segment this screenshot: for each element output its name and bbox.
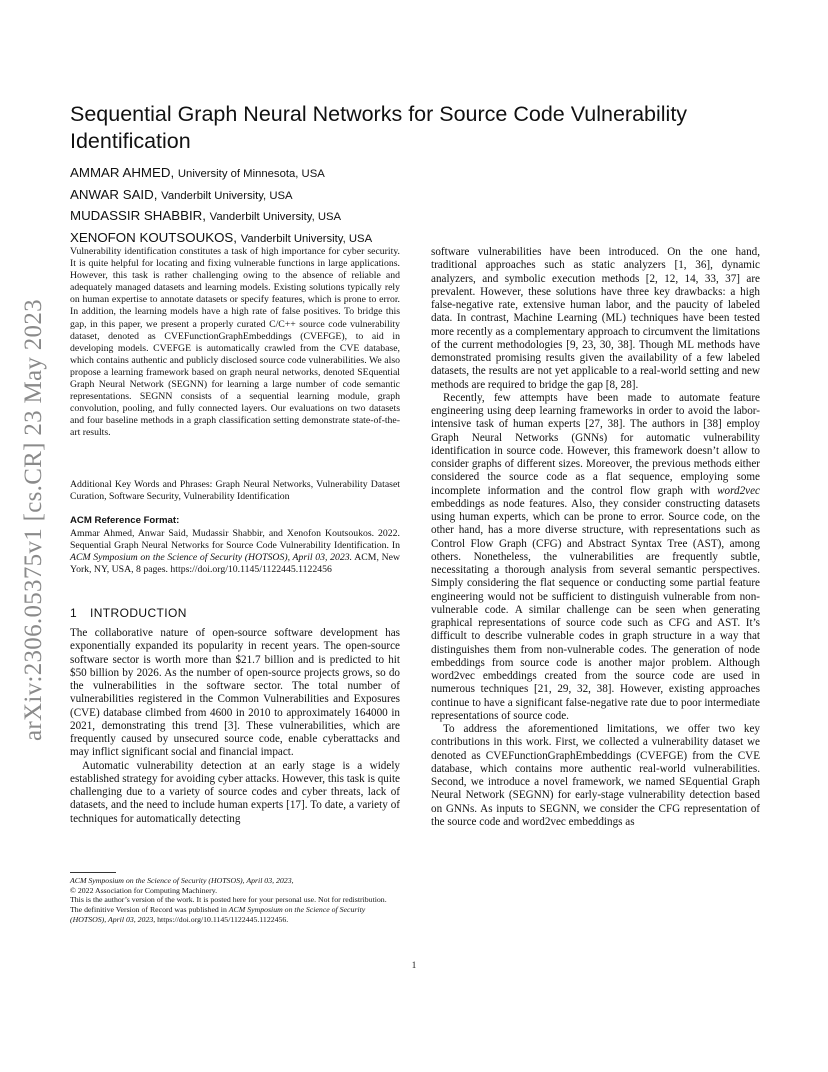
notice-text-end: , https://doi.org/10.1145/1122445.1122456.: [153, 914, 289, 924]
keywords: Additional Key Words and Phrases: Graph Neural Networks, Vulnerability Dataset Curation, Software Security, Vulnerability Identification: [70, 479, 400, 503]
author-1: [70, 163, 570, 185]
emphasis: word2vec: [717, 484, 760, 497]
intro-paragraph: The collaborative nature of open-source software development has exponentially expanded its popularity in recent years. The open-source software sector is worth more than $21.7 billion and is predicted to hit $50 billion by 2026. As the number of open-source projects grows, so do the vulnerabilities in the software sector. The total number of vulnerabilities registered in the Common Vulnerabilities and Exposures (CVE) database climbed from 4600 in 2010 to approximately 164000 in 2021, demonstrating this trend [3]. These vulnerabilities, which are frequently caused by unsecured source code, enable cyberattacks and may inflict significant social and financial impact.: [70, 627, 400, 759]
notice-text: This is the author’s version of the work. It is posted here for your personal use. Not for redistribution. The definitive Version of Record was published in: [70, 895, 387, 915]
author-list: [70, 163, 570, 249]
paper-title: Sequential Graph Neural Networks for Source Code Vulnerability Identification: [70, 102, 688, 153]
reference-text-after: ACM, New York, NY, USA, 8 pages. https://doi.org/10.1145/1122445.1122456: [70, 552, 400, 576]
body-paragraph: To address the aforementioned limitations, we offer two key contributions in this work. First, we collected a vulnerability dataset we denoted as CVEFunctionGraphEmbeddings (CVEFGE) from the CVE database, which contains more authentic real-world vulnerabilities. Second, we introduce a novel framework, we named SEquential Graph Neural Network (SEGNN) for early-stage vulnerability detection based on GNNs. As inputs to SEGNN, we consider the CFG representation of the source code and word2vec embeddings as: [431, 723, 760, 828]
footnote-notice: [70, 895, 400, 924]
reference-format-heading: ACM Reference Format:: [70, 515, 180, 526]
author-2: [70, 185, 570, 207]
abstract-text: Vulnerability identification constitutes a task of high importance for cyber security. It is quite helpful for locating and fixing vulnerable functions in large applications. However, this task is rather challenging owing to the absence of reliable and adequately managed datasets and learning models. Existing solutions typically rely on human expertise to annotate datasets or specify features, which is prone to error. In addition, the learning models have a high rate of false positives. To bridge this gap, in this paper, we present a properly curated C/C++ source code vulnerability dataset, denoted as CVEFunctionGraphEmbeddings (CVEFGE), to aid in developing models. CVEFGE is automatically crawled from the CVE database, which contains authentic and publicly disclosed source code vulnerabilities. We also propose a learning framework based on graph neural networks, denoted SEquential Graph Neural Network (SEGNN) for learning a large number of code semantic representations. SEGNN consists of a sequential learning module, graph convolution, pooling, and fully connected layers. Our evaluations on two datasets and four baseline methods in a graph classification setting demonstrate state-of-the-art results.: [70, 246, 400, 439]
abstract: [70, 246, 400, 440]
author-name: MUDASSIR SHABBIR,: [70, 208, 206, 223]
arxiv-identifier: [14, 280, 54, 760]
author-3: [70, 206, 570, 228]
footnote-venue: ACM Symposium on the Science of Security (HOTSOS), April 03, 2023,: [70, 876, 294, 885]
paragraph-part: Recently, few attempts have been made to automate feature engineering using deep learning frameworks in order to avoid the labor-intensive task of human experts [27, 38]. The authors in [38] employ Graph Neural Networks (GNNs) for automatic vulnerability identification in source code. However, this framework doesn’t allow to consider graphs of different sizes. Moreover, the previous methods either considered the source code as a flat sequence, employing some incomplete information and the control flow graph with: [431, 391, 760, 497]
author-name: ANWAR SAID,: [70, 186, 158, 202]
author-affiliation: University of Minnesota, USA: [177, 168, 325, 180]
reference-format-text: [70, 528, 400, 576]
body-paragraph: [431, 392, 760, 723]
section-heading: [70, 606, 187, 620]
reference-text-before: Ammar Ahmed, Anwar Said, Mudassir Shabbir, and Xenofon Koutsoukos. 2022. Sequential Graph Neural Networks for Source Code Vulnerability Identification. In: [70, 528, 400, 552]
author-affiliation: Vanderbilt University, USA: [209, 211, 342, 223]
author-affiliation: Vanderbilt University, USA: [240, 232, 373, 245]
author-name: AMMAR AHMED,: [70, 165, 175, 180]
body-paragraph: software vulnerabilities have been introduced. On the one hand, traditional approaches such as static analyzers [1, 36], dynamic analyzers, and symbolic execution methods [2, 12, 14, 33, 37] are prevalent. However, these solutions have three key drawbacks: a high false-negative rate, extensive human labor, and the paucity of labeled data. In contrast, Machine Learning (ML) techniques have been tested more recently as a complementary approach to circumvent the limitations of the current methodologies [9, 23, 30, 38]. Though ML methods have demonstrated promising results given the availability of a few labeled datasets, the results are not yet applicable to a real-world setting and new methods are required to bridge the gap [8, 28].: [431, 246, 760, 391]
page-number: 1: [411, 960, 417, 970]
footnote-rule: [70, 872, 116, 873]
reference-venue: ACM Symposium on the Science of Security (HOTSOS), April 03, 2023.: [70, 552, 353, 564]
author-name: XENOFON KOUTSOUKOS,: [70, 229, 237, 245]
author-affiliation: Vanderbilt University, USA: [161, 189, 293, 202]
right-column: [431, 246, 760, 829]
intro-left-column: [70, 627, 400, 826]
intro-paragraph: Automatic vulnerability detection at an early stage is a widely established strategy for avoiding cyber attacks. However, this task is quite challenging due to a variety of source codes and cyber threats, lack of datasets, and the need to include human experts [17]. To date, a variety of techniques for automatically detecting: [70, 759, 400, 825]
section-number: 1: [70, 606, 78, 620]
notice-venue: ACM Symposium on the Science of Security (HOTSOS), April 03, 2023: [70, 905, 366, 924]
footnote-copyright: © 2022 Association for Computing Machinery.: [70, 885, 218, 895]
section-title: INTRODUCTION: [90, 606, 187, 620]
footnote: [70, 876, 400, 925]
paragraph-part: embeddings as node features. Also, they consider constructing datasets using human experts, which can be prone to error. Source code, on the other hand, has a more diverse structure, with representations such as Control Flow Graph (CFG) and Abstract Syntax Tree (AST), among others. Nonetheless, the vulnerabilities are frequently subtle, necessitating a thorough analysis from several semantic perspectives. Simply considering the flat sequence or conducting some partial feature engineering would not be sufficient to distinguish vulnerable from non-vulnerable code. A similar challenge can be seen when generating graphical representations of source code such as CFG and AST. It’s difficult to describe vulnerable codes in graph structure in a way that distinguishes them from non-vulnerable codes. The generation of node embeddings from source code is another major problem. Although word2vec embeddings created from the source code are used in numerous techniques [21, 29, 32, 38]. However, existing approaches continue to have a significant false-negative rate due to poor intermediate representations of source code.: [431, 497, 760, 722]
arxiv-identifier-text: arXiv:2306.05375v1 [cs.CR] 23 May 2023: [20, 299, 47, 741]
